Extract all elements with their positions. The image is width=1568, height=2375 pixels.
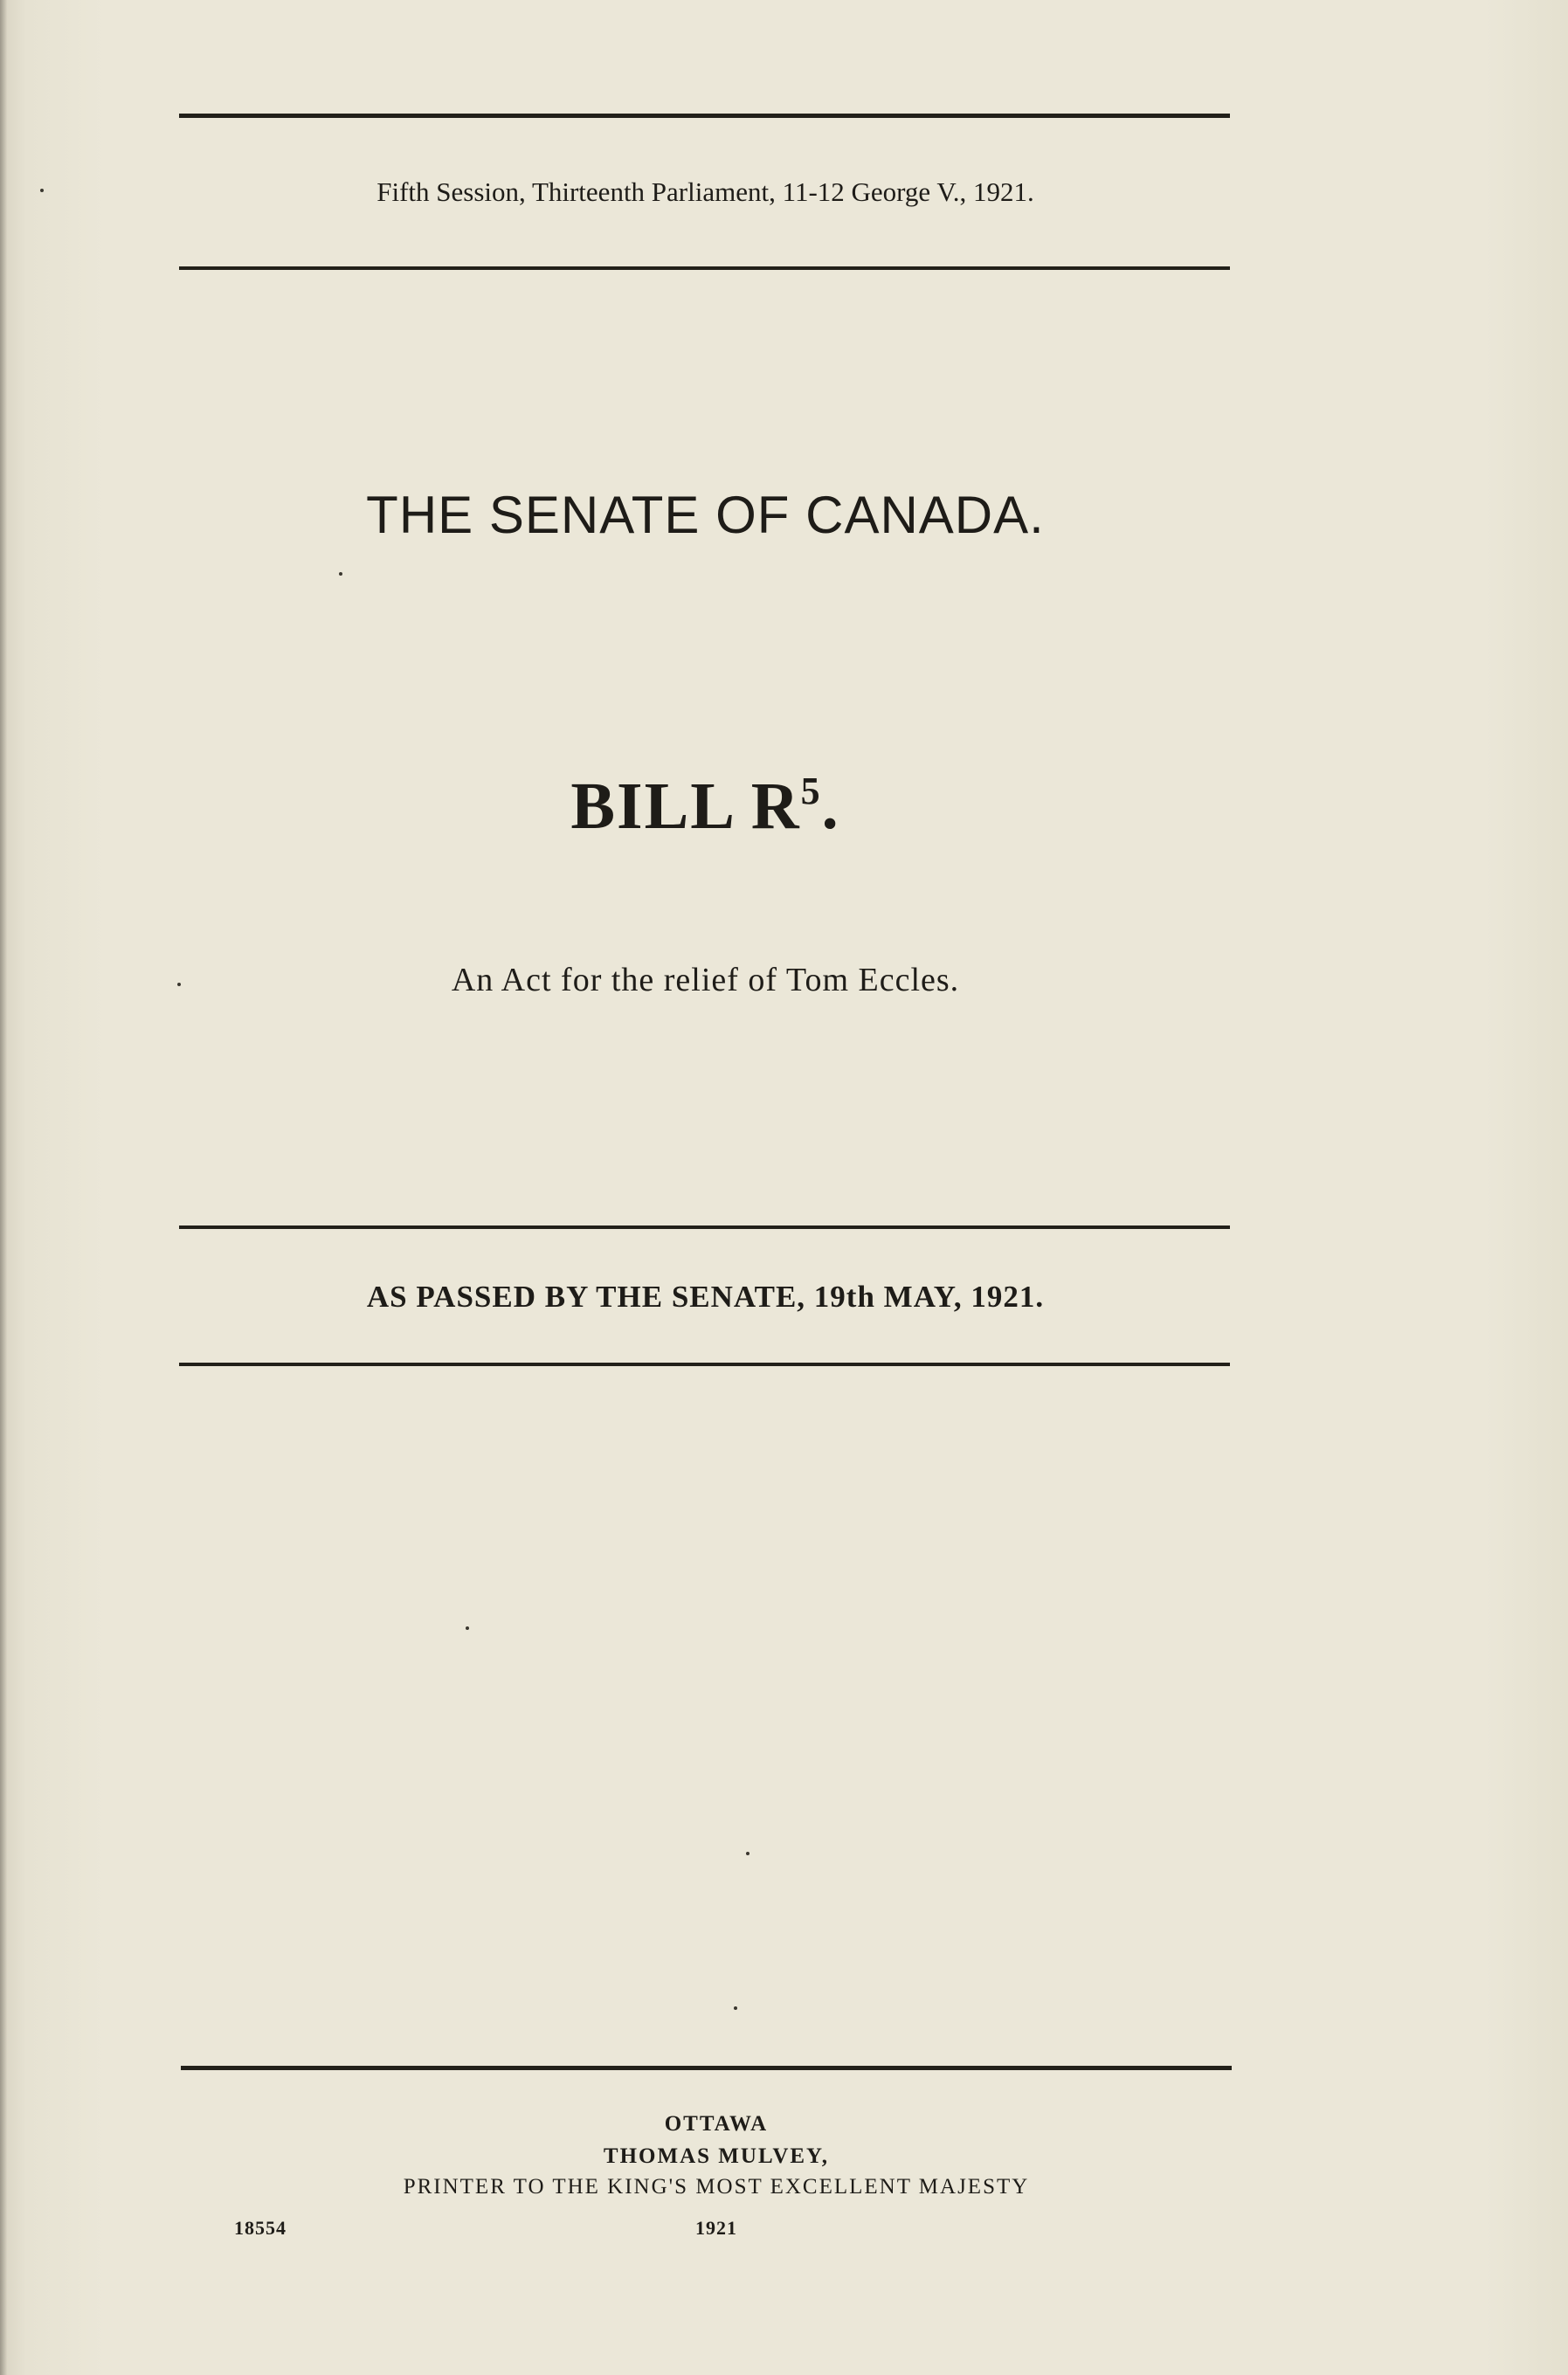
ink-speck bbox=[466, 1626, 469, 1630]
passed-bottom-rule bbox=[179, 1363, 1230, 1366]
ink-speck bbox=[746, 1852, 749, 1855]
ink-speck bbox=[177, 983, 181, 986]
imprint-city: OTTAWA bbox=[664, 2112, 769, 2136]
imprint-year: 1921 bbox=[695, 2217, 737, 2239]
top-rule bbox=[179, 114, 1230, 118]
page-edge-shadow bbox=[0, 0, 7, 2375]
ink-speck bbox=[40, 189, 44, 192]
imprint-printer-title: PRINTER TO THE KING'S MOST EXCELLENT MAJESTY bbox=[403, 2175, 1030, 2199]
bill-superscript: 5 bbox=[800, 770, 822, 812]
ink-speck bbox=[339, 572, 342, 576]
bill-title bbox=[0, 769, 1411, 845]
act-title: An Act for the relief of Tom Eccles. bbox=[451, 962, 960, 998]
ink-speck bbox=[734, 2006, 737, 2010]
passed-line: AS PASSED BY THE SENATE, 19th MAY, 1921. bbox=[366, 1280, 1045, 1314]
document-number: 18554 bbox=[234, 2217, 287, 2239]
imprint-printer-name: THOMAS MULVEY, bbox=[603, 2144, 830, 2168]
header-rule bbox=[179, 266, 1230, 270]
session-line: Fifth Session, Thirteenth Parliament, 11-12 George V., 1921. bbox=[376, 176, 1034, 207]
imprint-rule bbox=[181, 2066, 1232, 2070]
bill-period: . bbox=[821, 770, 840, 843]
senate-title: THE SENATE OF CANADA. bbox=[366, 486, 1045, 544]
bill-label: BILL R bbox=[570, 770, 801, 843]
passed-top-rule bbox=[179, 1225, 1230, 1229]
